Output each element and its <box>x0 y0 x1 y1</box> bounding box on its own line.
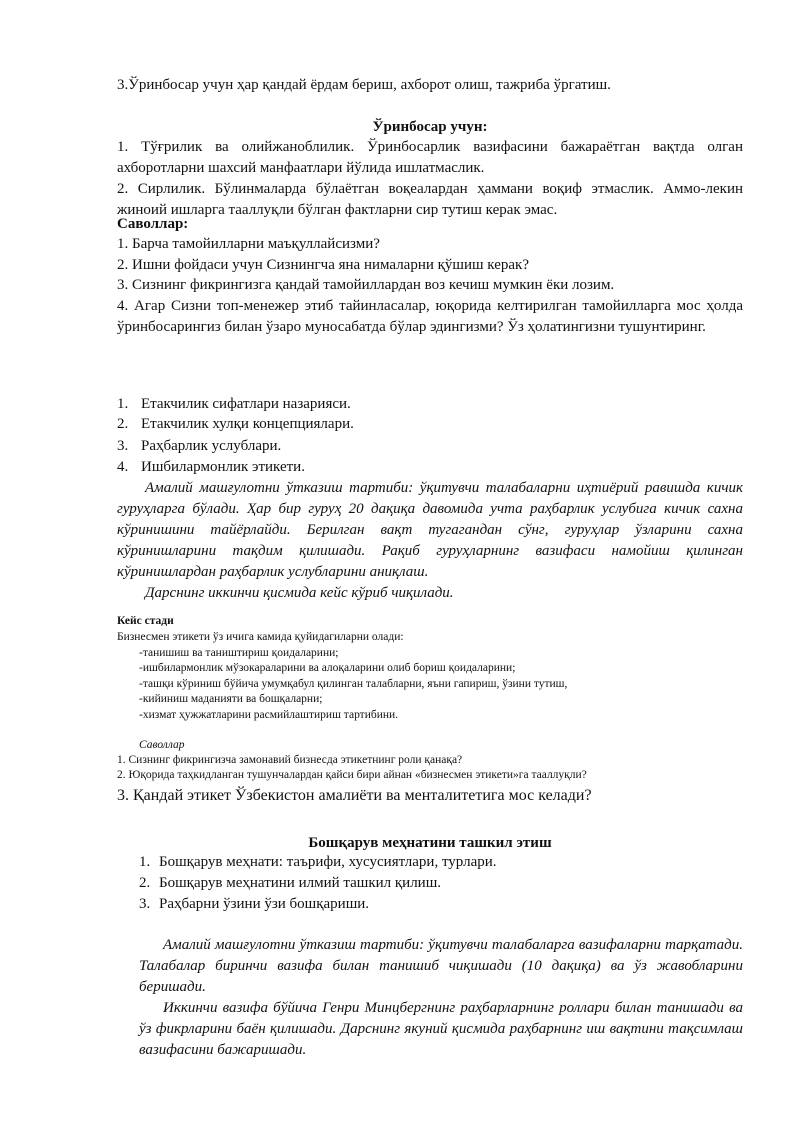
procedure-2a: Амалий машғулотни ўтказиш тартиби: ўқитувчи талабаларга вазифаларни тарқатади. Талабалар биринчи вазифа билан танишиб чиқишади (10 дақиқа) ва ўз жавобларини беришади. <box>139 937 743 995</box>
topic-number: 3. <box>139 896 151 912</box>
case-item: -ишбилармонлик мўзокараларини ва алоқаларини олиб бориш қоидаларини; <box>139 662 516 674</box>
procedure-2 <box>139 935 743 1061</box>
question-1: 1. Барча тамойилларни маъқуллайсизми? <box>117 236 380 252</box>
case-intro: Бизнесмен этикети ўз ичига камида қуйидагиларни олади: <box>117 631 404 643</box>
case-heading: Кейс стади <box>117 615 174 627</box>
topic-item <box>117 414 354 435</box>
question-4 <box>117 296 743 338</box>
topic-number: 3. <box>117 438 129 454</box>
case-item: -кийиниш маданияти ва бошқаларни; <box>139 693 323 705</box>
topic-text: Бошқарув меҳнати: таърифи, хусусиятлари, турлари. <box>159 854 497 870</box>
topic-text: Ишбилармонлик этикети. <box>141 459 305 475</box>
case-item: -хизмат ҳужжатларини расмийлаштириш тартибини. <box>139 709 399 721</box>
procedure-1 <box>117 478 743 604</box>
topic-number: 1. <box>139 854 151 870</box>
topic-text: Етакчилик сифатлари назарияси. <box>141 396 351 412</box>
case-question-2: 2. Юқорида таҳкидланган тушунчалардан қайси бири айнан «бизнесмен этикети»га тааллуқли? <box>117 769 587 781</box>
topic-item <box>117 436 281 457</box>
deputy-principles <box>117 137 743 221</box>
topic-number: 2. <box>139 875 151 891</box>
topic-item <box>117 394 351 415</box>
topic-number: 1. <box>117 396 129 412</box>
case-question-3: 3. Қандай этикет Ўзбекистон амалиёти ва менталитетига мос келади? <box>117 787 592 804</box>
topic-number: 4. <box>117 459 129 475</box>
topic-item <box>117 457 305 478</box>
section2-topic <box>139 873 441 894</box>
section2-topic <box>139 894 369 915</box>
principle-1: 1. Тўғрилик ва олийжанoблилик. Ўринбосарлик вазифасини бажараётган вақтда олган ахборотларни шахсий манфаатлари йўлида ишлатмаслик. <box>117 139 743 176</box>
case-item: -ташқи кўриниш бўйича умумқабул қилинган талабларни, яъни гапириш, ўзини тутиш, <box>139 678 568 690</box>
case-questions-heading: Саволлар <box>139 739 185 751</box>
topic-text: Етакчилик хулқи концепциялари. <box>141 416 354 432</box>
case-item: -танишиш ва таништириш қоидаларини; <box>139 647 339 659</box>
case-question-1: 1. Сизнинг фикрингизча замонавий бизнесда этикетнинг роли қанақа? <box>117 754 463 766</box>
topic-text: Раҳбарни ўзини ўзи бошқариши. <box>159 896 370 912</box>
procedure-2b: Иккинчи вазифа бўйича Генри Минцбергнинг раҳбарларнинг роллари билан танишади ва ўз фикрларини баён қилишади. Дарснинг якуний қисмида раҳбарнинг иш вақтини тақсимлаш вазифасини бажаришади. <box>139 1000 743 1058</box>
procedure-1-note: Дарснинг иккинчи қисмида кейс кўриб чиқилади. <box>145 585 454 601</box>
topic-text: Бошқарув меҳнатини илмий ташкил қилиш. <box>159 875 442 891</box>
section2-topic <box>139 852 497 873</box>
section2-heading: Бошқарув меҳнатини ташкил этиш <box>308 835 552 851</box>
deputy-heading: Ўринбосар учун: <box>372 119 488 135</box>
principle-2: 2. Сирлилик. Бўлинмаларда бўлаётган воқеалардан ҳаммани воқиф этмаслик. Аммо-лекин жиноий ишларга тааллуқли бўлган фактларни сир тутиш керак эмас. <box>117 181 743 218</box>
topic-text: Раҳбарлик услублари. <box>141 438 282 454</box>
procedure-1-text: Амалий машғулотни ўтказиш тартиби: ўқитувчи талабаларни иҳтиёрий равишда кичик гуруҳларга бўлади. Ҳар бир гуруҳ 20 дақиқа давомида учта раҳбарлик услубига кичик сахна кўринишини тайёрлайди. Берилган вақт тугагандан сўнг, гуруҳлар ўзларини сахна кўринишларини тақдим қилишади. Рақиб гуруҳларнинг вазифаси намойиш қилинган кўринишлардан раҳбарлик услубларини аниқлаш. <box>117 480 743 580</box>
question-3: 3. Сизнинг фикрингизга қандай тамойиллардан воз кечиш мумкин ёки лозим. <box>117 277 615 293</box>
question-4-text: 4. Агар Сизни топ-менежер этиб тайинласалар, юқорида келтирилган тамойилларга мос ҳолда ўринбосарингиз билан ўзаро муносабатда бўлар эдингизми? Ўз ҳолатингизни тушунтиринг. <box>117 298 743 335</box>
questions-heading: Саволлар: <box>117 216 189 232</box>
intro-line: 3.Ўринбосар учун ҳар қандай ёрдам бериш, ахборот олиш, тажриба ўргатиш. <box>117 77 611 93</box>
topic-number: 2. <box>117 416 129 432</box>
question-2: 2. Ишни фойдаси учун Сизнингча яна нималарни қўшиш керак? <box>117 257 529 273</box>
